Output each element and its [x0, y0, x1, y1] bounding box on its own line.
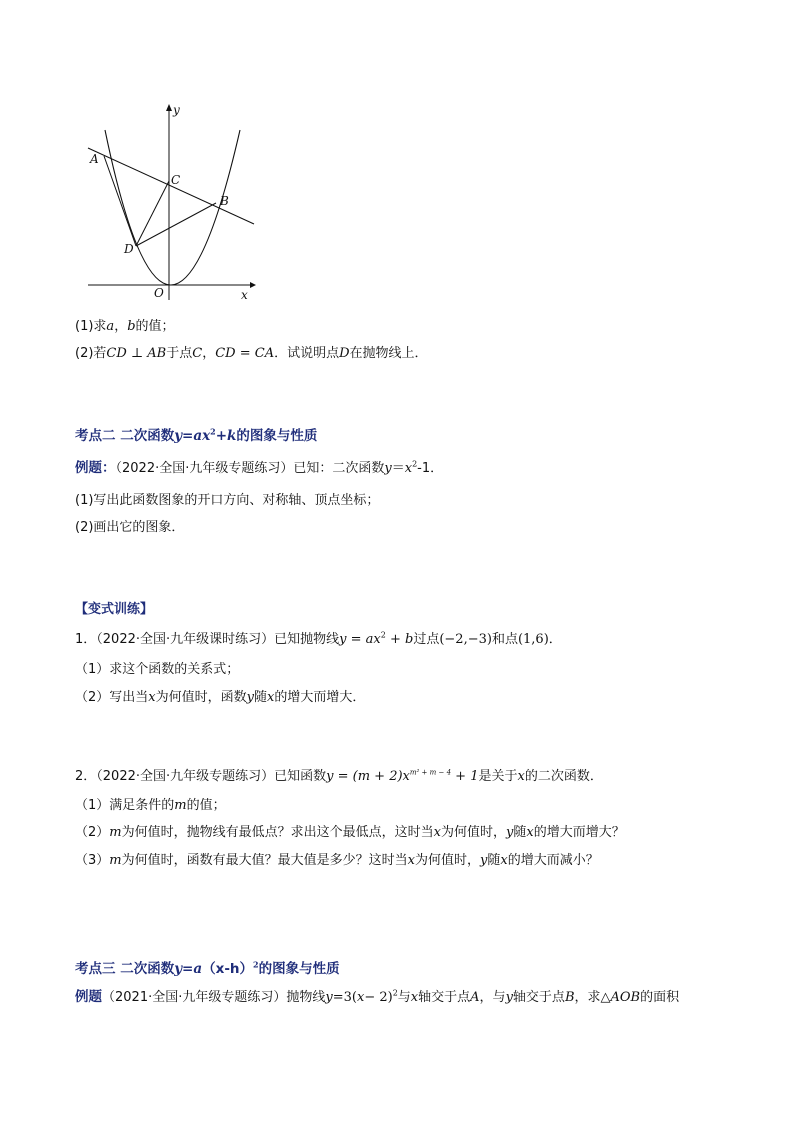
label-a: A — [90, 152, 99, 166]
label-d: D — [124, 242, 134, 256]
label-c: C — [171, 173, 181, 187]
variant-p2-q3: （3）m为何值时，函数有最大值？最大值是多少？这时当x为何值时，y随x的增大而减小？ — [75, 853, 599, 868]
section2-q1: (1)写出此函数图象的开口方向、对称轴、顶点坐标； — [75, 493, 380, 508]
section2-example: 例题：（2022·全国·九年级专题练习）已知：二次函数$y=x^2-1$． — [75, 459, 444, 476]
section3-example: 例题（2021·全国·九年级专题练习）抛物线$y=3(x- 2)^2$与x轴交于点A，与y轴交于点B，求△AOB的面积 — [75, 988, 680, 1005]
parabola-figure — [80, 100, 270, 310]
label-o: O — [154, 286, 164, 300]
section3-heading: 考点三 二次函数$y=a(x-h)^2$的图象与性质 — [75, 959, 340, 977]
label-x: x — [241, 288, 248, 302]
variant-title: 【变式训练】 — [75, 602, 154, 617]
section2-heading: 考点二 二次函数$y=ax^2+k$的图象与性质 — [75, 426, 318, 444]
question-1: (1)求a，b的值； — [75, 319, 175, 334]
label-y: y — [173, 103, 180, 117]
label-b: B — [220, 194, 229, 208]
variant-p2: 2．（2022·全国·九年级专题练习）已知函数$y = (m + 2)x^{m^2 + m - 4} + 1$是关于x的二次函数． — [75, 768, 603, 784]
segment-db — [136, 203, 216, 246]
section2-q2: (2)画出它的图象． — [75, 520, 185, 535]
y-axis-arrow — [166, 104, 172, 111]
variant-p1: 1．（2022·全国·九年级课时练习）已知抛物线$y = ax^2 + b$过点(−2,−3)和点(1,6)． — [75, 630, 562, 647]
segment-ad — [104, 156, 136, 246]
variant-p2-q2: （2）m为何值时，抛物线有最低点？求出这个最低点，这时当x为何值时，y随x的增大而增大？ — [75, 825, 625, 840]
variant-p2-q1: （1）满足条件的m的值； — [75, 798, 226, 813]
segment-cd — [136, 181, 169, 246]
question-2: (2)若CD ⊥ AB于点C，CD = CA．试说明点D在抛物线上． — [75, 346, 428, 361]
x-axis-arrow — [250, 282, 256, 288]
variant-p1-q1: （1）求这个函数的关系式； — [75, 662, 240, 677]
variant-p1-q2: （2）写出当x为何值时，函数y随x的增大而增大． — [75, 690, 366, 705]
